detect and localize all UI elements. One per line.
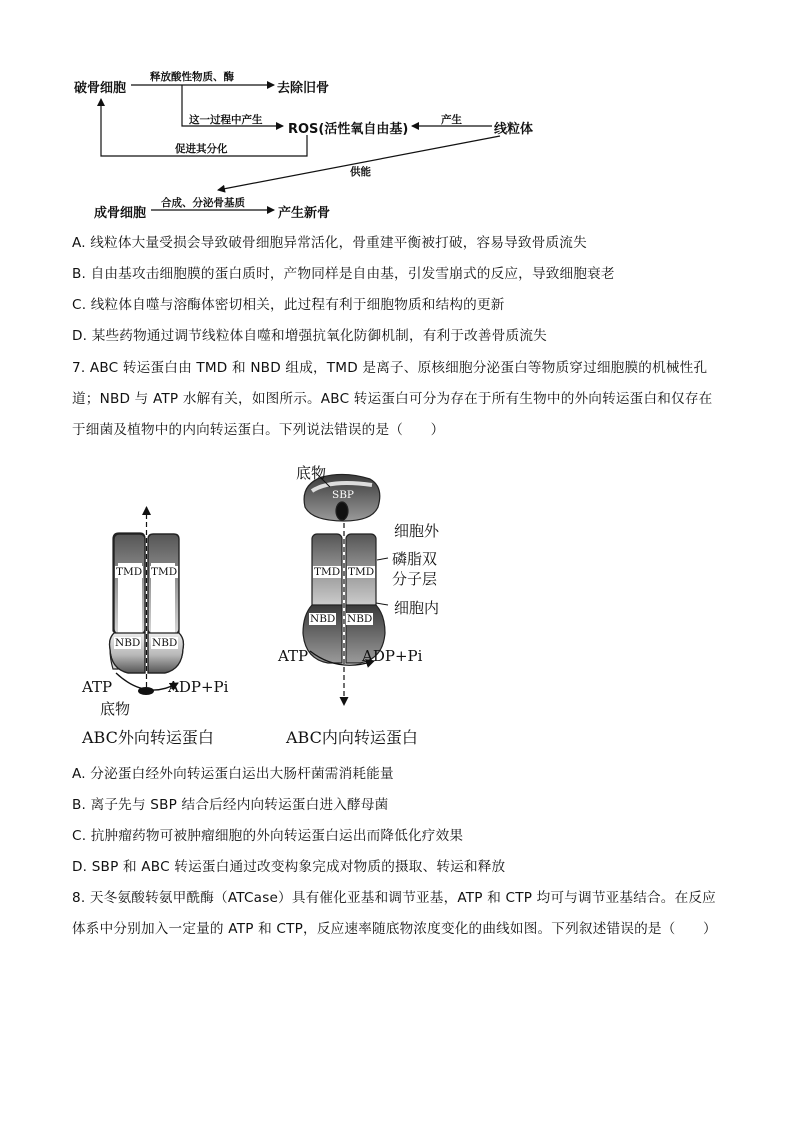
q6-option-d: D. 某些药物通过调节线粒体自噬和增强抗氧化防御机制，有利于改善骨质流失: [72, 328, 547, 344]
produce-label: 产生: [441, 114, 462, 126]
flowchart-arrows: [0, 0, 794, 230]
process-label: 这一过程中产生: [189, 114, 263, 126]
q7-stem-line-3: 于细菌及植物中的内向转运蛋白。下列说法错误的是（ ）: [72, 422, 445, 438]
exporter-caption: ABC外向转运蛋白: [82, 728, 214, 747]
osteoblast-node: 成骨细胞: [94, 206, 147, 221]
q7-option-b: B. 离子先与 SBP 结合后经内向转运蛋白进入酵母菌: [72, 797, 389, 813]
adp-label-right: ADP+Pi: [362, 647, 423, 665]
q6-option-a: A. 线粒体大量受损会导致破骨细胞异常活化，骨重建平衡被打破，容易导致骨质流失: [72, 235, 587, 251]
bilayer-label-line-1: 磷脂双: [392, 550, 438, 568]
release-label: 释放酸性物质、酶: [150, 71, 234, 83]
q8-stem-line-2: 体系中分别加入一定量的 ATP 和 CTP，反应速率随底物浓度变化的曲线如图。下列叙述错误的是（ ）: [72, 921, 717, 937]
nbd-label-right-1: NBD: [310, 613, 336, 625]
synth-label: 合成、分泌骨基质: [161, 197, 245, 209]
substrate-blob-left: [138, 687, 154, 695]
q7-option-d: D. SBP 和 ABC 转运蛋白通过改变构象完成对物质的摄取、转运和释放: [72, 859, 506, 875]
sbp-label: SBP: [332, 489, 354, 501]
osteoclast-node: 破骨细胞: [74, 81, 127, 96]
q7-option-c: C. 抗肿瘤药物可被肿瘤细胞的外向转运蛋白运出而降低化疗效果: [72, 828, 464, 844]
q7-stem-line-1: 7. ABC 转运蛋白由 TMD 和 NBD 组成，TMD 是离子、原核细胞分泌蛋白等物质穿过细胞膜的机械性孔: [72, 360, 708, 376]
substrate-label-left: 底物: [100, 700, 131, 718]
supply-label: 供能: [350, 166, 371, 178]
promote-label: 促进其分化: [175, 143, 228, 155]
nbd-label-right-2: NBD: [347, 613, 373, 625]
outside-label: 细胞外: [394, 522, 440, 540]
q6-option-c: C. 线粒体自噬与溶酶体密切相关，此过程有利于细胞物质和结构的更新: [72, 297, 505, 313]
q6-option-b: B. 自由基攻击细胞膜的蛋白质时，产物同样是自由基，引发雪崩式的反应，导致细胞衰老: [72, 266, 615, 282]
tmd-label-right-2: TMD: [348, 566, 375, 578]
bilayer-label-line-2: 分子层: [392, 570, 438, 588]
substrate-label-right: 底物: [296, 464, 327, 482]
mitochondria-node: 线粒体: [494, 122, 534, 137]
importer-caption: ABC内向转运蛋白: [286, 728, 418, 747]
ros-node: ROS(活性氧自由基): [288, 122, 409, 137]
remove-old-bone-node: 去除旧骨: [277, 81, 330, 96]
q7-stem-line-2: 道；NBD 与 ATP 水解有关，如图所示。ABC 转运蛋白可分为存在于所有生物中的外向转运蛋白和仅存在: [72, 391, 713, 407]
q8-stem-line-1: 8. 天冬氨酸转氨甲酰酶（ATCase）具有催化亚基和调节亚基，ATP 和 CTP 均可与调节亚基结合。在反应: [72, 890, 716, 906]
nbd-label-left-1: NBD: [115, 637, 141, 649]
nbd-label-left-2: NBD: [152, 637, 178, 649]
tmd-label-left-1: TMD: [116, 566, 143, 578]
atp-label-left: ATP: [82, 678, 113, 696]
inside-label: 细胞内: [394, 599, 440, 617]
tmd-label-left-2: TMD: [151, 566, 178, 578]
tmd-label-right-1: TMD: [314, 566, 341, 578]
atp-label-right: ATP: [278, 647, 309, 665]
adp-label-left: ADP+Pi: [168, 678, 229, 696]
q7-option-a: A. 分泌蛋白经外向转运蛋白运出大肠杆菌需消耗能量: [72, 766, 394, 782]
new-bone-node: 产生新骨: [278, 206, 331, 221]
